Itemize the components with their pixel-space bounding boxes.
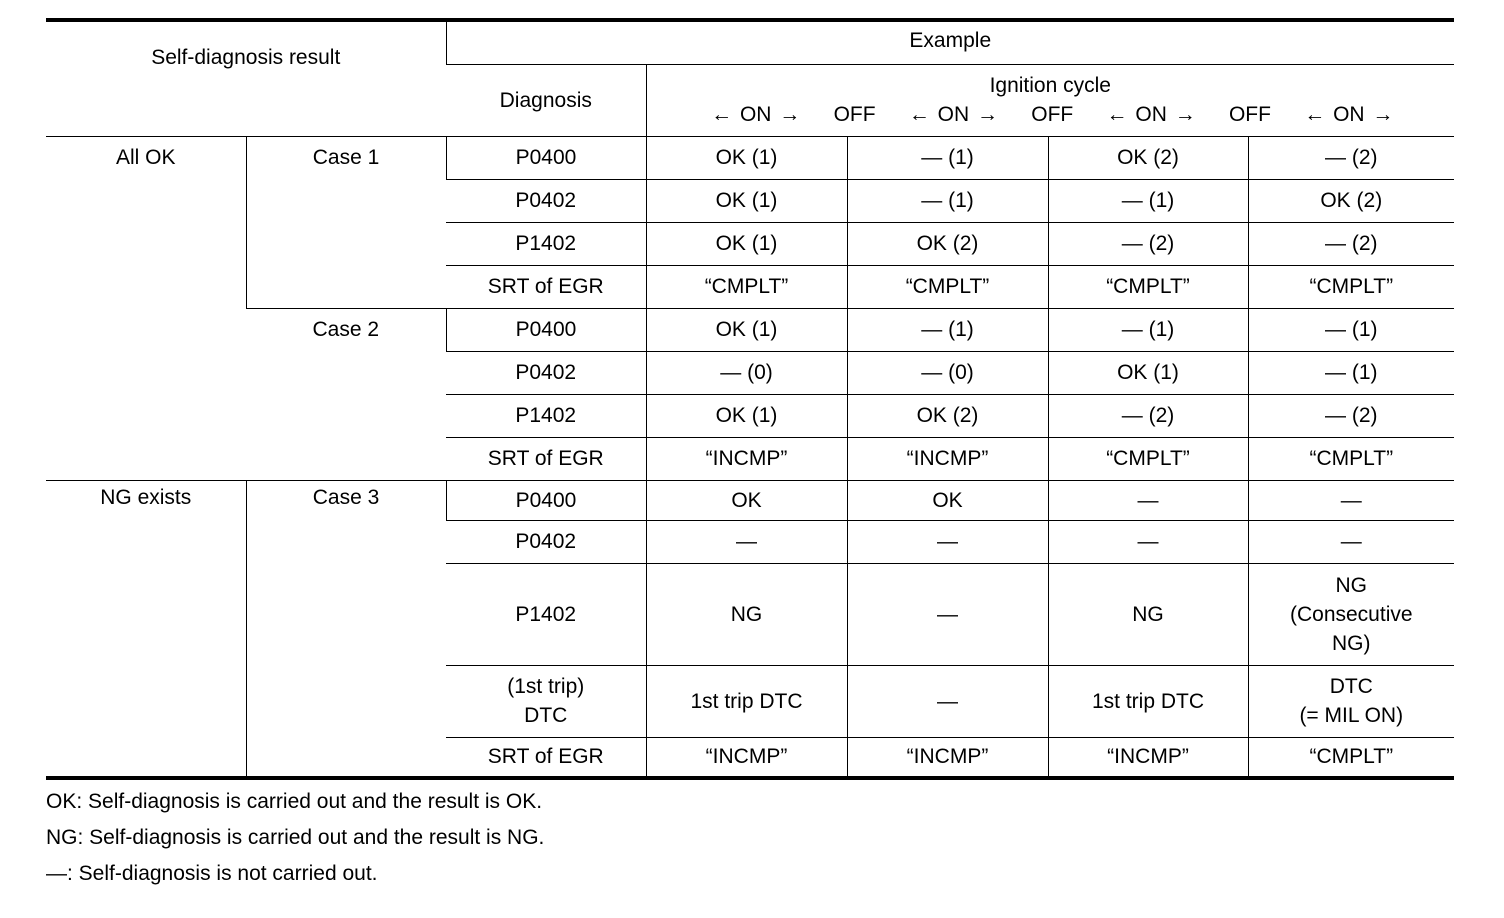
legend-notes <box>46 784 1454 892</box>
value-cell: — (1) <box>1048 179 1248 222</box>
diag-cell: P1402 <box>446 222 646 265</box>
value-cell: “INCMP” <box>646 737 847 778</box>
value-cell: — (1) <box>847 179 1048 222</box>
note-ok: OK: Self-diagnosis is carried out and the result is OK. <box>46 790 543 813</box>
value-cell: — <box>1248 520 1454 563</box>
value-cell: NG <box>1048 563 1248 665</box>
case-3-label: Case 3 <box>246 480 446 778</box>
value-cell: — (0) <box>847 351 1048 394</box>
value-cell: 1st trip DTC <box>1048 665 1248 737</box>
value-line: DTC <box>1329 675 1373 698</box>
header-diagnosis: Diagnosis <box>446 64 646 136</box>
value-cell: — (1) <box>847 136 1048 179</box>
value-cell: — (2) <box>1248 136 1454 179</box>
value-cell: — (1) <box>1248 351 1454 394</box>
value-cell: OK (2) <box>1048 136 1248 179</box>
diag-cell: SRT of EGR <box>446 737 646 778</box>
value-cell: — <box>847 520 1048 563</box>
diag-cell: SRT of EGR <box>446 437 646 480</box>
value-cell: OK (2) <box>847 222 1048 265</box>
value-cell: — (2) <box>1048 222 1248 265</box>
diag-cell: P0402 <box>446 351 646 394</box>
table-row <box>46 480 1454 520</box>
diag-line: DTC <box>524 704 568 727</box>
note-not-carried-out: —: Self-diagnosis is not carried out. <box>46 862 378 885</box>
result-all-ok: All OK <box>46 136 246 480</box>
value-cell: — (2) <box>1248 222 1454 265</box>
value-cell: OK (1) <box>1048 351 1248 394</box>
value-line: NG <box>1335 573 1368 597</box>
value-cell: “CMPLT” <box>1048 437 1248 480</box>
value-cell: NG <box>646 563 847 665</box>
diagnosis-table-container <box>46 18 1454 892</box>
value-cell: “CMPLT” <box>1048 265 1248 308</box>
value-line: (= MIL ON) <box>1299 704 1404 727</box>
diag-cell: P1402 <box>446 563 646 665</box>
ignition-cycle-label: Ignition cycle <box>989 74 1111 97</box>
cycle-off-2: OFF <box>1031 103 1074 126</box>
value-cell: “INCMP” <box>646 437 847 480</box>
table-row <box>46 308 1454 351</box>
value-cell: “INCMP” <box>847 737 1048 778</box>
diag-cell: P0402 <box>446 520 646 563</box>
case-1-label: Case 1 <box>246 136 446 308</box>
header-self-diagnosis-result: Self-diagnosis result <box>151 46 341 70</box>
value-cell: OK <box>847 480 1048 520</box>
value-cell: OK (2) <box>1248 179 1454 222</box>
diag-cell: P0400 <box>446 308 646 351</box>
cycle-on-1: ← ON → <box>711 103 801 126</box>
header-example: Example <box>446 20 1454 64</box>
value-cell: OK (2) <box>847 394 1048 437</box>
value-cell-multiline <box>1248 563 1454 665</box>
result-ng-exists: NG exists <box>46 480 246 778</box>
value-cell: — (1) <box>847 308 1048 351</box>
value-cell: “CMPLT” <box>646 265 847 308</box>
value-cell: — <box>646 520 847 563</box>
table-row <box>46 136 1454 179</box>
value-cell: OK <box>646 480 847 520</box>
value-cell: OK (1) <box>646 308 847 351</box>
value-cell: — <box>847 665 1048 737</box>
diag-cell: P1402 <box>446 394 646 437</box>
value-cell: — <box>847 563 1048 665</box>
header-ignition-cycle <box>646 64 1454 136</box>
value-line: (Consecutive <box>1289 602 1413 626</box>
cycle-on-3: ← ON → <box>1106 103 1196 126</box>
cycle-off-1: OFF <box>833 103 876 126</box>
self-diagnosis-table <box>46 18 1454 780</box>
value-cell: “CMPLT” <box>1248 265 1454 308</box>
value-cell: — <box>1248 480 1454 520</box>
diag-cell-multiline <box>446 665 646 737</box>
value-cell: OK (1) <box>646 179 847 222</box>
case-2-label: Case 2 <box>246 308 446 480</box>
value-cell: — (1) <box>1048 308 1248 351</box>
value-cell: “INCMP” <box>847 437 1048 480</box>
value-cell: OK (1) <box>646 222 847 265</box>
value-cell-multiline <box>1248 665 1454 737</box>
value-cell: OK (1) <box>646 136 847 179</box>
cycle-off-3: OFF <box>1228 103 1271 126</box>
value-cell: “CMPLT” <box>847 265 1048 308</box>
diag-line: (1st trip) <box>507 675 585 698</box>
value-cell: “CMPLT” <box>1248 737 1454 778</box>
value-cell: “CMPLT” <box>1248 437 1454 480</box>
value-cell: — <box>1048 520 1248 563</box>
value-cell: OK (1) <box>646 394 847 437</box>
ignition-cycle-sequence <box>651 100 1451 129</box>
value-cell: — (2) <box>1048 394 1248 437</box>
value-cell: — <box>1048 480 1248 520</box>
cycle-on-4: ← ON → <box>1304 103 1394 126</box>
diag-cell: P0400 <box>446 480 646 520</box>
diag-cell: P0400 <box>446 136 646 179</box>
value-cell: — (2) <box>1248 394 1454 437</box>
value-cell: — (1) <box>1248 308 1454 351</box>
diag-cell: SRT of EGR <box>446 265 646 308</box>
value-line: NG) <box>1332 631 1371 655</box>
value-cell: 1st trip DTC <box>646 665 847 737</box>
cycle-on-2: ← ON → <box>908 103 998 126</box>
note-ng: NG: Self-diagnosis is carried out and the result is NG. <box>46 826 545 849</box>
value-cell: — (0) <box>646 351 847 394</box>
value-cell: “INCMP” <box>1048 737 1248 778</box>
diag-cell: P0402 <box>446 179 646 222</box>
